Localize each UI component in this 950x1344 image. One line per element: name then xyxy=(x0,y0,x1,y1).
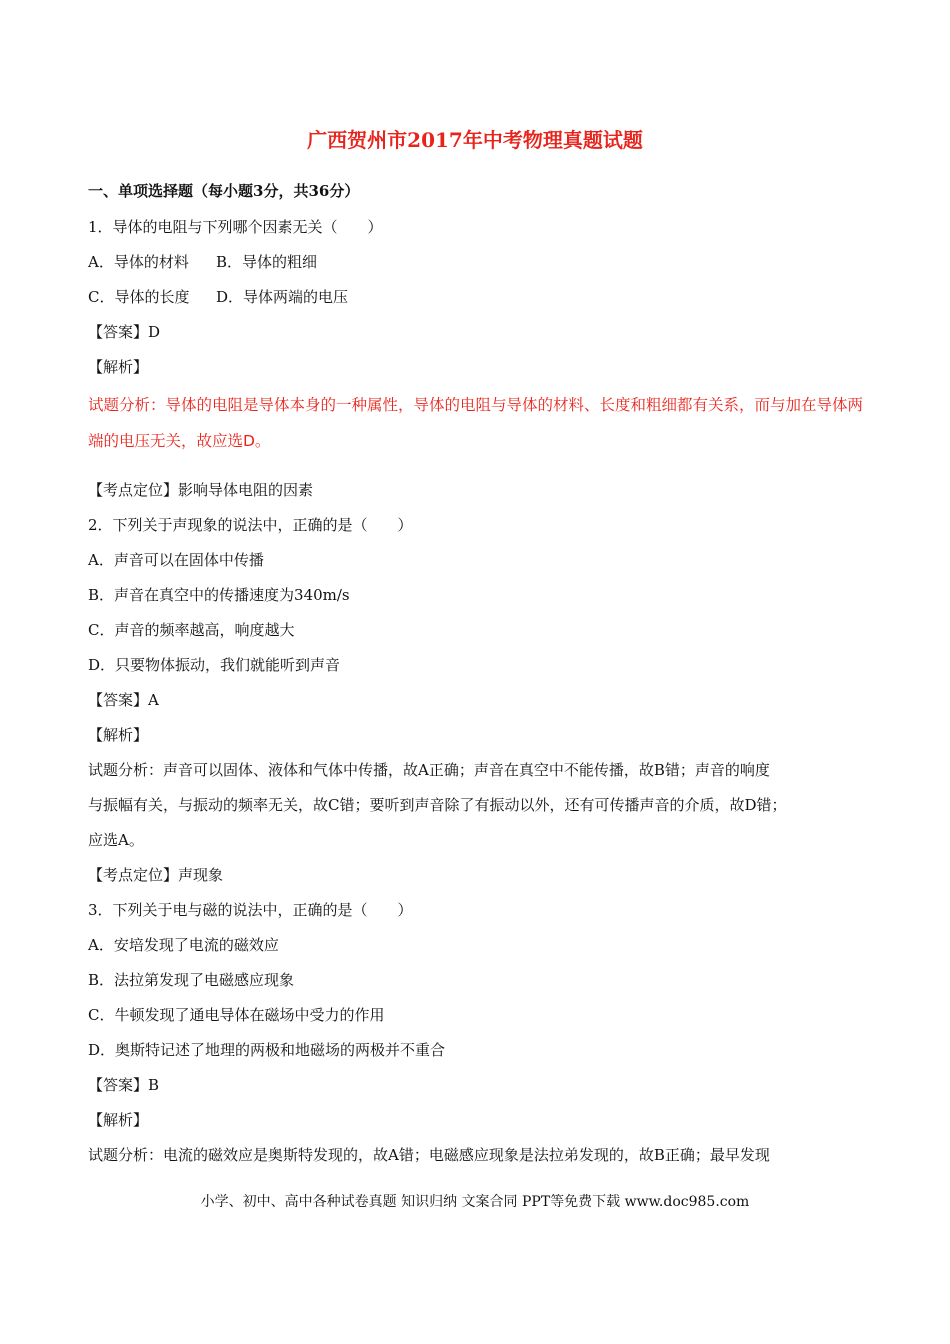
q2-option-d: D．只要物体振动，我们就能听到声音 xyxy=(88,656,341,674)
q1-answer: 【答案】D xyxy=(88,323,161,341)
q2-option-b: B．声音在真空中的传播速度为340m/s xyxy=(88,586,350,604)
q3-answer: 【答案】B xyxy=(88,1076,160,1094)
q2-analysis-label: 【解析】 xyxy=(88,726,149,744)
q2-option-c: C．声音的频率越高，响度越大 xyxy=(88,621,295,639)
q2-analysis-line-1: 试题分析：声音可以固体、液体和气体中传播，故A正确；声音在真空中不能传播，故B错；声音的响度 xyxy=(88,761,770,779)
q1-option-b: B．导体的粗细 xyxy=(216,253,318,271)
q1-knowledge-point: 【考点定位】影响导体电阻的因素 xyxy=(88,481,314,499)
q3-analysis-line-1: 试题分析：电流的磁效应是奥斯特发现的，故A错；电磁感应现象是法拉弟发现的，故B正确；最早发现 xyxy=(88,1146,770,1164)
q2-stem: 2．下列关于声现象的说法中，正确的是（ ） xyxy=(88,516,413,534)
q1-option-c: C．导体的长度 xyxy=(88,288,190,306)
q2-analysis-line-3: 应选A。 xyxy=(88,831,144,849)
q3-option-b: B．法拉第发现了电磁感应现象 xyxy=(88,971,295,989)
q1-analysis-label: 【解析】 xyxy=(88,358,149,376)
q3-stem: 3．下列关于电与磁的说法中，正确的是（ ） xyxy=(88,901,413,919)
page-title: 广西贺州市2017年中考物理真题试题 xyxy=(307,128,643,152)
q2-analysis-line-2: 与振幅有关，与振动的频率无关，故C错；要听到声音除了有振动以外，还有可传播声音的介质，故D错； xyxy=(88,796,787,814)
q3-option-c: C．牛顿发现了通电导体在磁场中受力的作用 xyxy=(88,1006,385,1024)
q1-options-row-2 xyxy=(88,280,878,315)
page-footer: 小学、初中、高中各种试卷真题 知识归纳 文案合同 PPT等免费下载 www.doc985.com xyxy=(200,1194,750,1210)
q2-answer: 【答案】A xyxy=(88,691,159,709)
q1-analysis-text: 试题分析：导体的电阻是导体本身的一种属性，导体的电阻与导体的材料、长度和粗细都有关系，而与加在导体两端的电压无关，故应选D。 xyxy=(88,396,864,450)
q3-option-a: A．安培发现了电流的磁效应 xyxy=(88,936,279,954)
q2-knowledge-point: 【考点定位】声现象 xyxy=(88,866,224,884)
q3-analysis-label: 【解析】 xyxy=(88,1111,149,1129)
q3-option-d: D．奥斯特记述了地理的两极和地磁场的两极并不重合 xyxy=(88,1041,446,1059)
q1-option-d: D．导体两端的电压 xyxy=(216,288,349,306)
q2-option-a: A．声音可以在固体中传播 xyxy=(88,551,264,569)
q1-stem: 1．导体的电阻与下列哪个因素无关（ ） xyxy=(88,218,383,236)
question-list xyxy=(88,210,878,1173)
q1-option-a: A．导体的材料 xyxy=(88,253,189,271)
q1-options-row-1 xyxy=(88,245,878,280)
section-heading: 一、单项选择题（每小题3分，共36分） xyxy=(88,182,360,200)
